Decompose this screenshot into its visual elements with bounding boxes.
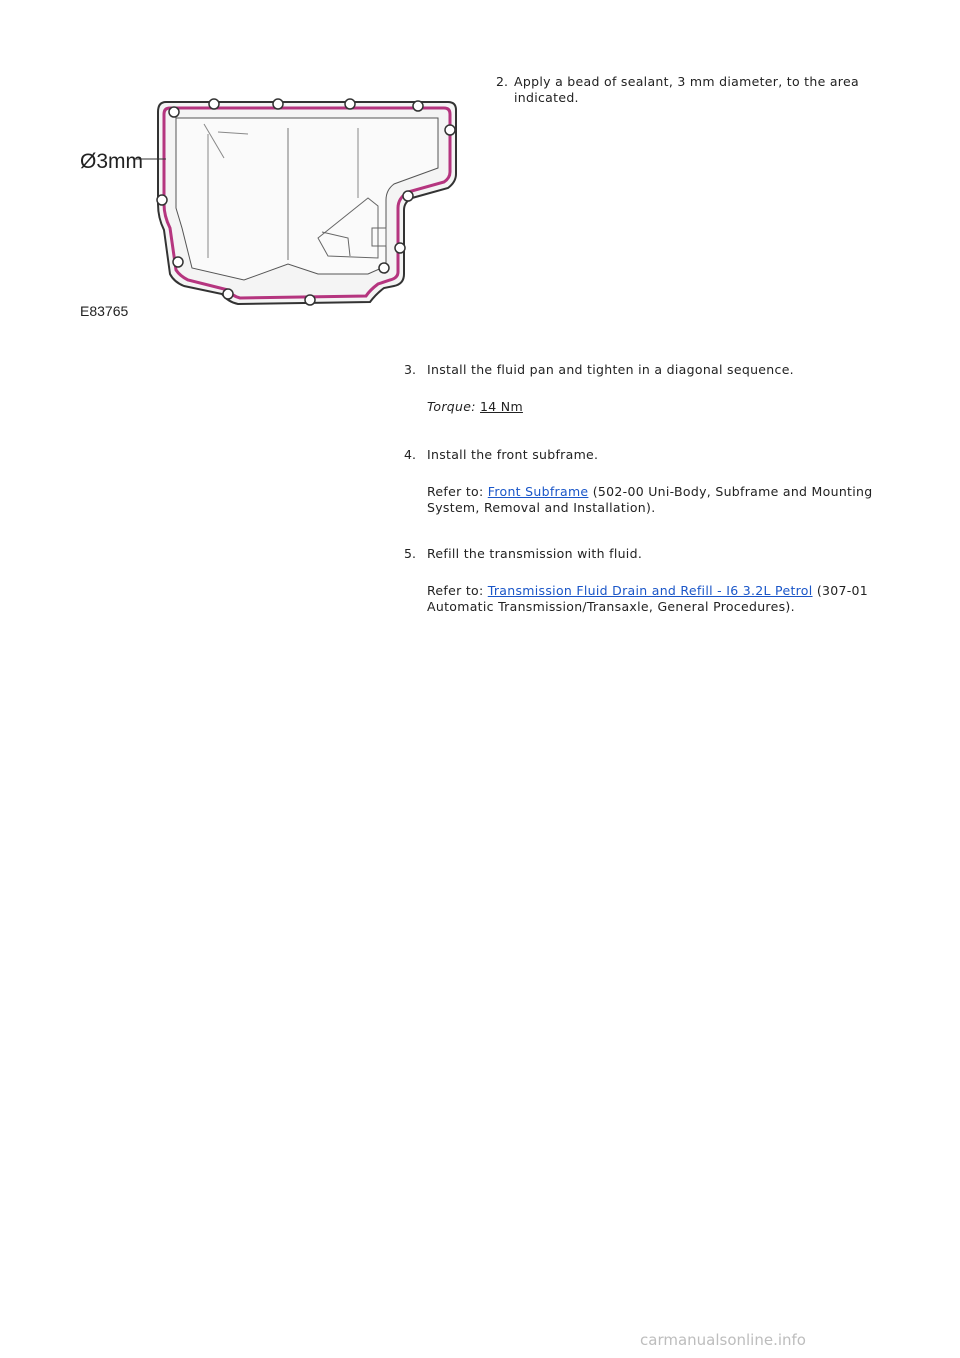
fluid-pan-illustration [78, 88, 458, 324]
front-subframe-link[interactable]: Front Subframe [487, 484, 589, 499]
step-number: 3. [404, 362, 416, 377]
step-text: Refill the transmission with fluid. [427, 546, 643, 561]
step-number: 2. [496, 74, 508, 89]
step-number: 4. [404, 447, 416, 462]
torque-value: 14 Nm [480, 399, 523, 414]
torque-spec [427, 399, 887, 415]
reference [427, 484, 887, 516]
step-number: 5. [404, 546, 416, 561]
torque-label: Torque: [427, 399, 476, 414]
transmission-fluid-link[interactable]: Transmission Fluid Drain and Refill - I6 3.2L Petrol [487, 583, 813, 598]
reference-suffix: (307-01 Automatic Transmission/Transaxle, General Procedures). [427, 583, 869, 614]
watermark: carmanualsonline.info [640, 1331, 806, 1349]
refer-label: Refer to: [427, 484, 484, 499]
fluid-pan-drawing [78, 88, 458, 324]
step-text: Apply a bead of sealant, 3 mm diameter, to the area indicated. [514, 74, 859, 105]
figure-id: E83765 [80, 303, 129, 319]
reference-suffix: (502-00 Uni-Body, Subframe and Mounting System, Removal and Installation). [427, 484, 873, 515]
step-text: Install the front subframe. [427, 447, 599, 462]
step-text: Install the fluid pan and tighten in a diagonal sequence. [427, 362, 794, 377]
reference [427, 583, 887, 615]
refer-label: Refer to: [427, 583, 484, 598]
dimension-label: Ø3mm [80, 150, 143, 173]
